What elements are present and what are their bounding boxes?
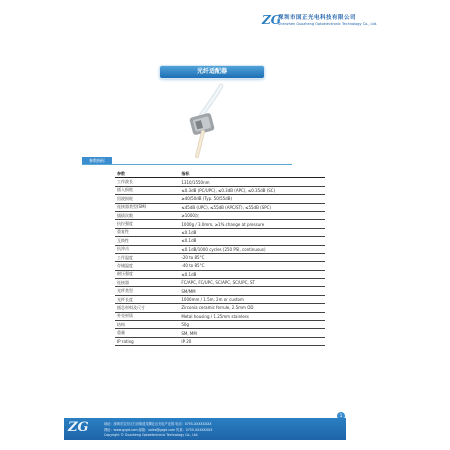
param-cell: 存储温度 <box>115 262 179 270</box>
header-cell-value: 指标 <box>179 170 325 178</box>
table-row <box>115 178 325 186</box>
product-image <box>165 82 255 162</box>
value-cell: -20 to 85°C <box>179 253 325 261</box>
company-name-en: Shenzhen Guozheng Optoelectronic Technology Co., Ltd. <box>278 22 378 26</box>
value-cell: -40 to 85°C <box>179 262 325 270</box>
param-cell: 连接器类型(SM) <box>115 203 179 211</box>
param-cell: 连接器 <box>115 279 179 287</box>
param-cell: 抗拉强度 <box>115 220 179 228</box>
value-cell: SM, MM <box>179 329 325 337</box>
param-cell: 插入损耗 <box>115 186 179 194</box>
param-cell: 外壳材质 <box>115 312 179 320</box>
header-cell-param: 参数 <box>115 170 179 178</box>
table-row <box>115 270 325 278</box>
footer-contact: 网址：www.gzgd.com 邮箱：sales@gzgd.com 传真：0755-XXXXXXXX <box>104 428 213 432</box>
value-cell: ≥1000次 <box>179 211 325 219</box>
table-row <box>115 228 325 236</box>
table-row <box>115 337 325 345</box>
value-cell: FC/APC, FC/UPC, SC/APC, SC/UPC, ST <box>179 279 325 287</box>
value-cell: 50g <box>179 321 325 329</box>
table-row <box>115 295 325 303</box>
table-row <box>115 211 325 219</box>
page-title: 光纤适配器 <box>196 68 227 75</box>
value-cell: 1310/1550nm <box>179 178 325 186</box>
param-cell: 重量 <box>115 329 179 337</box>
param-cell: 重复性 <box>115 228 179 236</box>
table-row <box>115 220 325 228</box>
param-cell: 插芯材料及尺寸 <box>115 304 179 312</box>
value-cell: IP 20 <box>179 337 325 345</box>
param-cell: 互换性 <box>115 237 179 245</box>
footer-logo-icon: ZG <box>68 420 89 435</box>
param-cell: IP rating <box>115 337 179 345</box>
company-name-cn: 深圳市国正光电科技有限公司 <box>278 15 357 21</box>
spec-table <box>115 170 325 346</box>
table-row <box>115 203 325 211</box>
param-cell: 耐压强度 <box>115 270 179 278</box>
table-row <box>115 237 325 245</box>
table-row <box>115 312 325 320</box>
section-header <box>82 157 292 165</box>
param-cell: 抗冲击 <box>115 245 179 253</box>
table-row <box>115 186 325 194</box>
value-cell: ≤45dB (UPC), ≤55dB (APC/ST), ≤55dB (SPC) <box>179 203 325 211</box>
param-cell: 工作波长 <box>115 178 179 186</box>
table-row <box>115 329 325 337</box>
value-cell: ≤0.1dB <box>179 270 325 278</box>
param-cell: 工作温度 <box>115 253 179 261</box>
param-cell: 回波损耗 <box>115 195 179 203</box>
value-cell: ≥40/50dB (Typ. 50/55dB) <box>179 195 325 203</box>
footer-copyright: Copyright © Guozheng Optoelectronic Technology Co., Ltd. <box>104 433 199 437</box>
value-cell: ≤0.1dB <box>179 237 325 245</box>
value-cell: 1000mm / 1.5m, 2m or custom <box>179 295 325 303</box>
table-row <box>115 304 325 312</box>
table-row <box>115 262 325 270</box>
param-cell: 插拔次数 <box>115 211 179 219</box>
param-cell: 光纤类型 <box>115 287 179 295</box>
value-cell: ≤0.3dB (PC/UPC), ≤0.3dB (APC), ≤0.35dB (SC) <box>179 186 325 194</box>
company-logo <box>262 12 378 30</box>
table-row <box>115 245 325 253</box>
title-banner <box>160 66 264 78</box>
logo-icon: ZG <box>262 13 282 27</box>
page-badge: 1 <box>337 412 345 420</box>
table-row <box>115 279 325 287</box>
table-row <box>115 287 325 295</box>
value-cell: Zirconia ceramic ferrule, 2.5mm OD <box>179 304 325 312</box>
footer <box>64 418 346 440</box>
section-label: 参数指标 <box>82 157 112 164</box>
value-cell: ≤0.1dB <box>179 228 325 236</box>
value-cell: SM/MM <box>179 287 325 295</box>
footer-address: 地址：深圳市宝安区石岩街道龙腾社区光电产业园 电话：0755-XXXXXXXX <box>104 422 212 426</box>
value-cell: Metal housing / 1.25mm stainless <box>179 312 325 320</box>
table-row <box>115 321 325 329</box>
value-cell: 1000g / 3.0mm, ≥1% change at pressure <box>179 220 325 228</box>
param-cell: 光纤长度 <box>115 295 179 303</box>
value-cell: ≤0.1dB/1000 cycles (250 PSI, continuous) <box>179 245 325 253</box>
table-header-row <box>115 170 325 178</box>
param-cell: 结构 <box>115 321 179 329</box>
table-row <box>115 195 325 203</box>
table-row <box>115 253 325 261</box>
